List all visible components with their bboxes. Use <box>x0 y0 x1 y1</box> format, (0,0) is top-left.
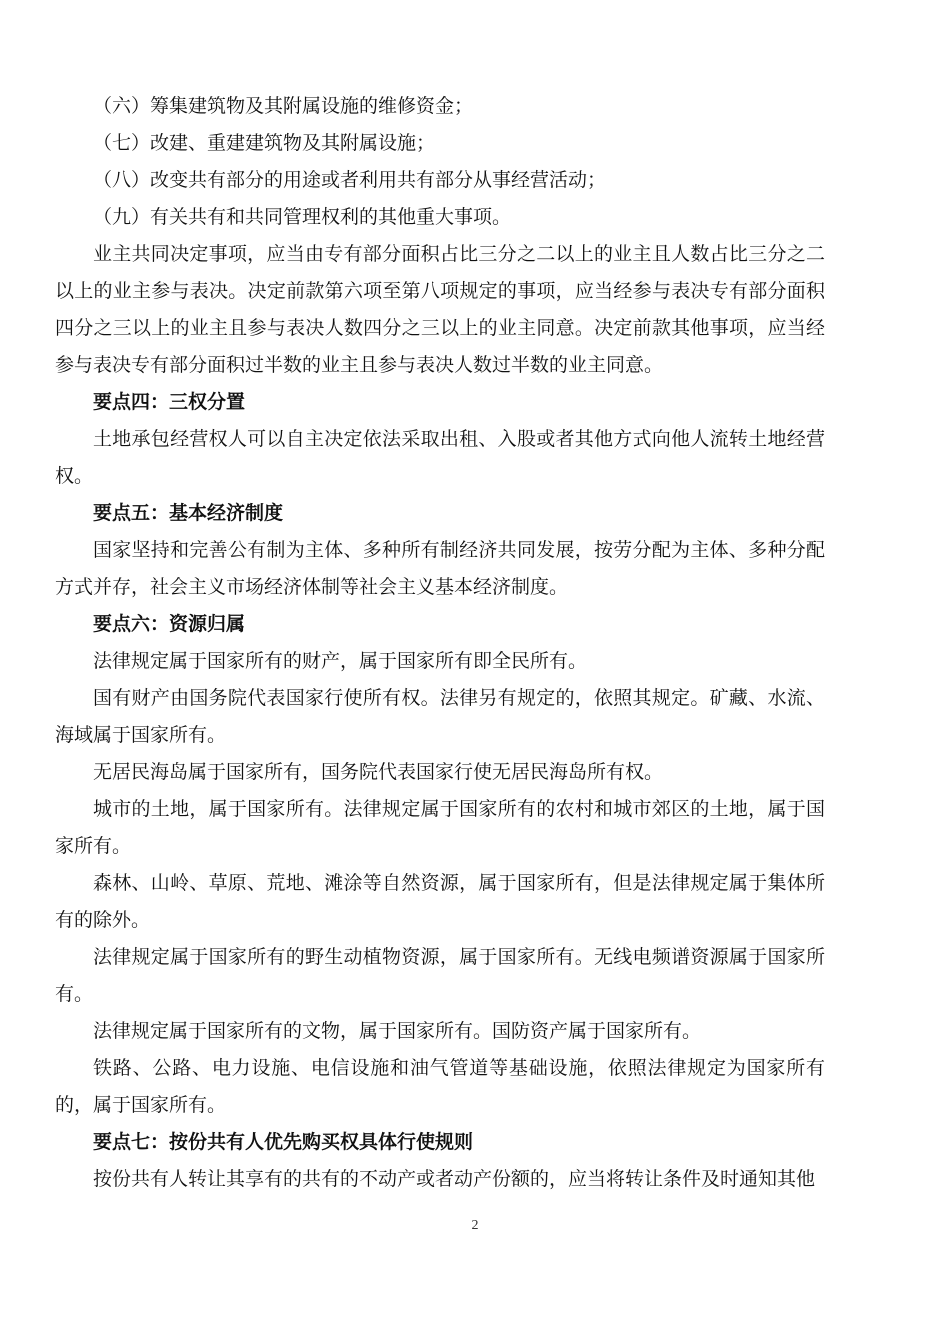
paragraph: 按份共有人转让其享有的共有的不动产或者动产份额的，应当将转让条件及时通知其他 <box>93 1168 816 1190</box>
document-body <box>55 88 825 1198</box>
section-heading-5: 要点五：基本经济制度 <box>93 502 284 524</box>
paragraph: 国有财产由国务院代表国家行使所有权。法律另有规定的，依照其规定。矿藏、水流、海域属于国家所有。 <box>55 687 825 746</box>
list-item: （六）筹集建筑物及其附属设施的维修资金； <box>93 95 474 117</box>
section-heading-7: 要点七：按份共有人优先购买权具体行使规则 <box>93 1131 474 1153</box>
paragraph: 法律规定属于国家所有的野生动植物资源，属于国家所有。无线电频谱资源属于国家所有。 <box>55 946 825 1005</box>
paragraph: 城市的土地，属于国家所有。法律规定属于国家所有的农村和城市郊区的土地，属于国家所有。 <box>55 798 825 857</box>
page-number: 2 <box>471 1218 479 1233</box>
paragraph: 土地承包经营权人可以自主决定依法采取出租、入股或者其他方式向他人流转土地经营权。 <box>55 428 825 487</box>
section-heading-6: 要点六：资源归属 <box>93 613 246 635</box>
paragraph: 法律规定属于国家所有的财产，属于国家所有即全民所有。 <box>93 650 588 672</box>
paragraph: 森林、山岭、草原、荒地、滩涂等自然资源，属于国家所有，但是法律规定属于集体所有的除外。 <box>55 872 825 931</box>
paragraph-vote-rules: 业主共同决定事项，应当由专有部分面积占比三分之二以上的业主且人数占比三分之二以上的业主参与表决。决定前款第六项至第八项规定的事项，应当经参与表决专有部分面积四分之三以上的业主且参与表决人数四分之三以上的业主同意。决定前款其他事项，应当经参与表决专有部分面积过半数的业主且参与表决人数过半数的业主同意。 <box>55 243 825 376</box>
paragraph: 国家坚持和完善公有制为主体、多种所有制经济共同发展，按劳分配为主体、多种分配方式并存，社会主义市场经济体制等社会主义基本经济制度。 <box>55 539 825 598</box>
paragraph: 铁路、公路、电力设施、电信设施和油气管道等基础设施，依照法律规定为国家所有的，属于国家所有。 <box>55 1057 825 1116</box>
section-heading-4: 要点四：三权分置 <box>93 391 246 413</box>
list-item: （七）改建、重建建筑物及其附属设施； <box>93 132 436 154</box>
paragraph: 法律规定属于国家所有的文物，属于国家所有。国防资产属于国家所有。 <box>93 1020 702 1042</box>
list-item: （九）有关共有和共同管理权利的其他重大事项。 <box>93 206 512 228</box>
list-item: （八）改变共有部分的用途或者利用共有部分从事经营活动； <box>93 169 607 191</box>
paragraph: 无居民海岛属于国家所有，国务院代表国家行使无居民海岛所有权。 <box>93 761 664 783</box>
